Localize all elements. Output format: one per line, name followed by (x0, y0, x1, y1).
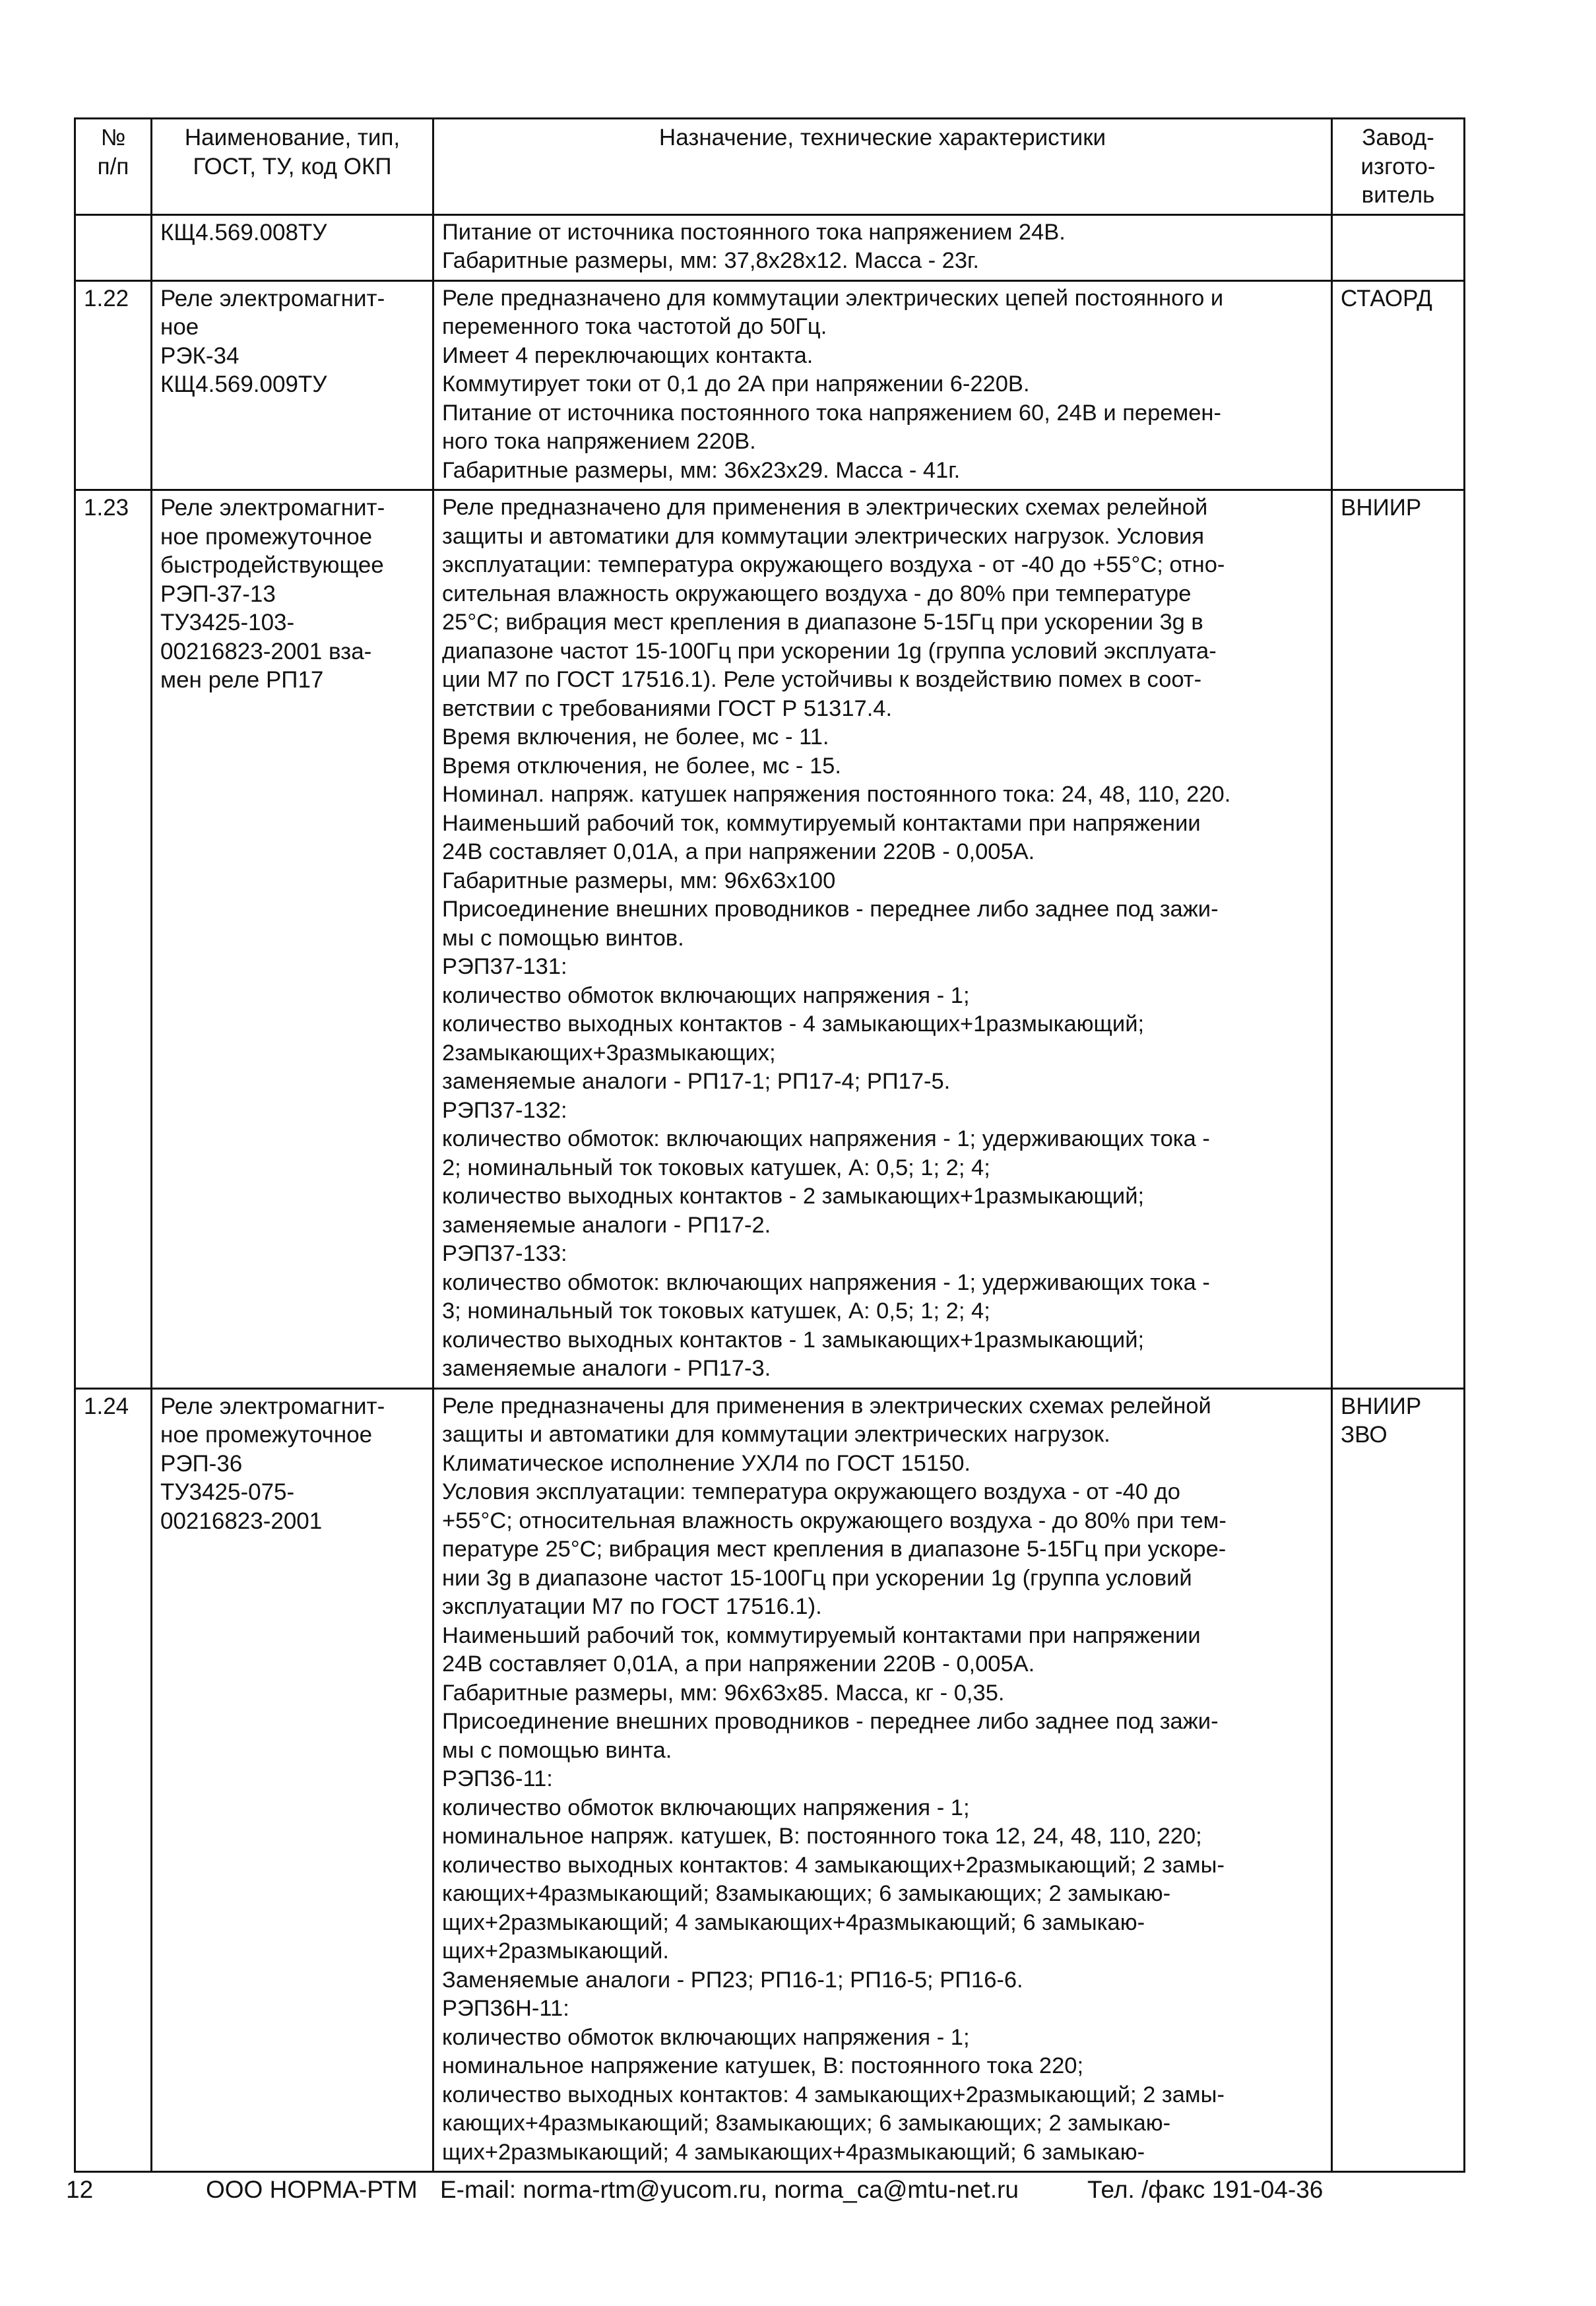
text-line: мен реле РП17 (160, 667, 324, 693)
text-line: Габаритные размеры, мм: 96х63х100 (442, 868, 836, 893)
text-line: мы с помощью винта. (442, 1737, 672, 1763)
text-line: Наименьший рабочий ток, коммутируемый контактами при напряжении (442, 1622, 1201, 1648)
text-line: количество обмоток включающих напряжения - 1; (442, 1795, 970, 1820)
table-row (75, 490, 1465, 1389)
text-line: нии 3g в диапазоне частот 15-100Гц при ускорении 1g (группа условий (442, 1565, 1192, 1591)
text-line: ВНИИР (1341, 1393, 1422, 1419)
header-manufacturer: Завод- изгото- витель (1332, 119, 1465, 215)
text-line: заменяемые аналоги - РП17-2. (442, 1212, 771, 1238)
text-line: защиты и автоматики для коммутации электрических нагрузок. Условия (442, 523, 1205, 549)
text-line: Реле электромагнит- (160, 495, 385, 521)
text-line: Реле электромагнит- (160, 1393, 385, 1419)
text-line: Реле предназначено для применения в электрических схемах релейной (442, 495, 1208, 520)
text-line: Реле предназначены для применения в электрических схемах релейной (442, 1393, 1211, 1419)
text-line: количество обмоток включающих напряжения - 1; (442, 982, 970, 1008)
text-line: номинальное напряж. катушек, В: постоянного тока 12, 24, 48, 110, 220; (442, 1824, 1202, 1849)
text-line: количество выходных контактов: 4 замыкающих+2размыкающий; 2 замы- (442, 2082, 1225, 2107)
table-header-row (75, 119, 1465, 215)
row-name-cell (152, 1388, 433, 2172)
text-line: Коммутирует токи от 0,1 до 2А при напряжении 6-220В. (442, 371, 1030, 397)
text-line: количество выходных контактов - 1 замыкающих+1размыкающий; (442, 1327, 1145, 1353)
text-line: ное промежуточное (160, 1422, 373, 1448)
table-row (75, 1388, 1465, 2172)
row-number-cell (75, 1388, 152, 2172)
text-line: 2; номинальный ток токовых катушек, А: 0,5; 1; 2; 4; (442, 1155, 990, 1180)
text-line: ное (160, 314, 199, 340)
text-line: кающих+4размыкающий; 8замыкающих; 6 замыкающих; 2 замыкаю- (442, 2111, 1171, 2136)
text-line: Климатическое исполнение УХЛ4 по ГОСТ 15150. (442, 1450, 971, 1476)
text-line: ного тока напряжением 220В. (442, 429, 756, 454)
text-line: Габаритные размеры, мм: 96х63х85. Масса, кг - 0,35. (442, 1680, 1005, 1706)
text-line: количество обмоток: включающих напряжения - 1; удерживающих тока - (442, 1269, 1210, 1295)
text-line: быстродействующее (160, 552, 384, 578)
text-line: щих+2размыкающий. (442, 1938, 669, 1964)
row-number-cell (75, 214, 152, 280)
text-line: КЩ4.569.008ТУ (160, 219, 327, 245)
company-name: ООО НОРМА-РТМ (206, 2176, 418, 2203)
row-description-cell (433, 280, 1332, 490)
header-description: Назначение, технические характеристики (433, 119, 1332, 215)
text-line: 3; номинальный ток токовых катушек, А: 0,5; 1; 2; 4; (442, 1298, 990, 1324)
text-line: количество выходных контактов - 4 замыкающих+1размыкающий; (442, 1011, 1145, 1037)
text-line: Присоединение внешних проводников - переднее либо заднее под зажи- (442, 1709, 1219, 1734)
row-manufacturer-cell (1332, 214, 1465, 280)
text-line: Номинал. напряж. катушек напряжения постоянного тока: 24, 48, 110, 220. (442, 782, 1231, 807)
row-name-cell (152, 490, 433, 1389)
text-line: заменяемые аналоги - РП17-3. (442, 1356, 771, 1381)
text-line: 24В составляет 0,01А, а при напряжении 220В - 0,005А. (442, 839, 1035, 864)
text-line: Габаритные размеры, мм: 36х23х29. Масса - 41г. (442, 457, 961, 483)
text-line: РЭП36-11: (442, 1766, 553, 1791)
text-line: ное промежуточное (160, 523, 373, 550)
contact-email: E-mail: norma-rtm@yucom.ru, norma_ca@mtu-net.ru (440, 2176, 1019, 2203)
row-number-cell (75, 280, 152, 490)
text-line: количество обмоток включающих напряжения - 1; (442, 2024, 970, 2050)
table-row (75, 214, 1465, 280)
text-line: 1.22 (84, 285, 129, 311)
text-line: ТУ3425-103- (160, 610, 295, 635)
table-row (75, 280, 1465, 490)
row-name-cell (152, 280, 433, 490)
text-line: Питание от источника постоянного тока напряжением 60, 24В и перемен- (442, 400, 1221, 426)
page-number: 12 (66, 2176, 94, 2203)
text-line: Реле предназначено для коммутации электрических цепей постоянного и (442, 285, 1224, 311)
spec-table (74, 117, 1465, 2173)
row-manufacturer-cell (1332, 280, 1465, 490)
text-line: Имеет 4 переключающих контакта. (442, 342, 814, 368)
text-line: ТУ3425-075- (160, 1479, 295, 1505)
text-line: щих+2размыкающий; 4 замыкающих+4размыкающий; 6 замыкаю- (442, 2139, 1145, 2165)
text-line: Заменяемые аналоги - РП23; РП16-1; РП16-5; РП16-6. (442, 1967, 1023, 1993)
text-line: РЭК-34 (160, 342, 239, 369)
text-line: переменного тока частотой до 50Гц. (442, 314, 827, 339)
text-line: ции М7 по ГОСТ 17516.1). Реле устойчивы к воздействию помех в соот- (442, 667, 1202, 692)
text-line: ЗВО (1341, 1422, 1388, 1448)
text-line: Условия эксплуатации: температура окружающего воздуха - от -40 до (442, 1479, 1180, 1504)
text-line: количество выходных контактов - 2 замыкающих+1размыкающий; (442, 1184, 1145, 1209)
text-line: количество обмоток: включающих напряжения - 1; удерживающих тока - (442, 1126, 1210, 1151)
text-line: мы с помощью винтов. (442, 925, 684, 951)
row-description-cell (433, 1388, 1332, 2172)
row-description-cell (433, 214, 1332, 280)
text-line: +55°С; относительная влажность окружающего воздуха - до 80% при тем- (442, 1508, 1227, 1533)
text-line: эксплуатации: температура окружающего воздуха - от -40 до +55°С; отно- (442, 552, 1225, 577)
text-line: Наименьший рабочий ток, коммутируемый контактами при напряжении (442, 810, 1201, 836)
text-line: 2замыкающих+3размыкающих; (442, 1040, 776, 1066)
text-line: РЭП-37-13 (160, 581, 276, 607)
header-name: Наименование, тип, ГОСТ, ТУ, код ОКП (152, 119, 433, 215)
text-line: кающих+4размыкающий; 8замыкающих; 6 замыкающих; 2 замыкаю- (442, 1881, 1171, 1906)
row-number-cell (75, 490, 152, 1389)
text-line: пературе 25°С; вибрация мест крепления в диапазоне 5-15Гц при ускоре- (442, 1537, 1227, 1562)
row-description-cell (433, 490, 1332, 1389)
text-line: 25°С; вибрация мест крепления в диапазоне 5-15Гц при ускорении 3g в (442, 610, 1203, 635)
text-line: 00216823-2001 (160, 1508, 323, 1534)
row-manufacturer-cell (1332, 490, 1465, 1389)
text-line: номинальное напряжение катушек, В: постоянного тока 220; (442, 2053, 1084, 2078)
text-line: эксплуатации М7 по ГОСТ 17516.1). (442, 1594, 822, 1619)
text-line: ветствии с требованиями ГОСТ Р 51317.4. (442, 695, 893, 721)
text-line: сительная влажность окружающего воздуха - до 80% при температуре (442, 581, 1192, 606)
text-line: щих+2размыкающий; 4 замыкающих+4размыкающий; 6 замыкаю- (442, 1909, 1145, 1935)
table-body (75, 214, 1465, 2172)
text-line: 24В составляет 0,01А, а при напряжении 220В - 0,005А. (442, 1651, 1035, 1677)
text-line: Габаритные размеры, мм: 37,8х28х12. Масса - 23г. (442, 248, 980, 273)
text-line: 1.24 (84, 1393, 129, 1419)
text-line: РЭП-36 (160, 1450, 243, 1477)
text-line: РЭП37-131: (442, 954, 567, 979)
contact-phone: Тел. /факс 191-04-36 (1087, 2176, 1324, 2203)
text-line: ВНИИР (1341, 495, 1422, 521)
text-line: диапазоне частот 15-100Гц при ускорении 1g (группа условий эксплуата- (442, 638, 1217, 664)
text-line: 00216823-2001 вза- (160, 638, 372, 664)
row-manufacturer-cell (1332, 1388, 1465, 2172)
text-line: заменяемые аналоги - РП17-1; РП17-4; РП17-5. (442, 1069, 951, 1094)
text-line: Время включения, не более, мс - 11. (442, 724, 829, 750)
text-line: КЩ4.569.009ТУ (160, 371, 327, 397)
text-line: РЭП37-132: (442, 1097, 567, 1123)
text-line: Питание от источника постоянного тока напряжением 24В. (442, 219, 1066, 245)
text-line: РЭП37-133: (442, 1241, 567, 1266)
row-name-cell (152, 214, 433, 280)
text-line: РЭП36Н-11: (442, 1996, 569, 2021)
text-line: Время отключения, не более, мс - 15. (442, 753, 841, 779)
text-line: количество выходных контактов: 4 замыкающих+2размыкающий; 2 замы- (442, 1852, 1225, 1878)
header-number: № п/п (75, 119, 152, 215)
text-line: 1.23 (84, 495, 129, 521)
text-line: защиты и автоматики для коммутации электрических нагрузок. (442, 1422, 1110, 1447)
text-line: Присоединение внешних проводников - переднее либо заднее под зажи- (442, 897, 1219, 922)
text-line: СТАОРД (1341, 285, 1432, 311)
text-line: Реле электромагнит- (160, 285, 385, 311)
